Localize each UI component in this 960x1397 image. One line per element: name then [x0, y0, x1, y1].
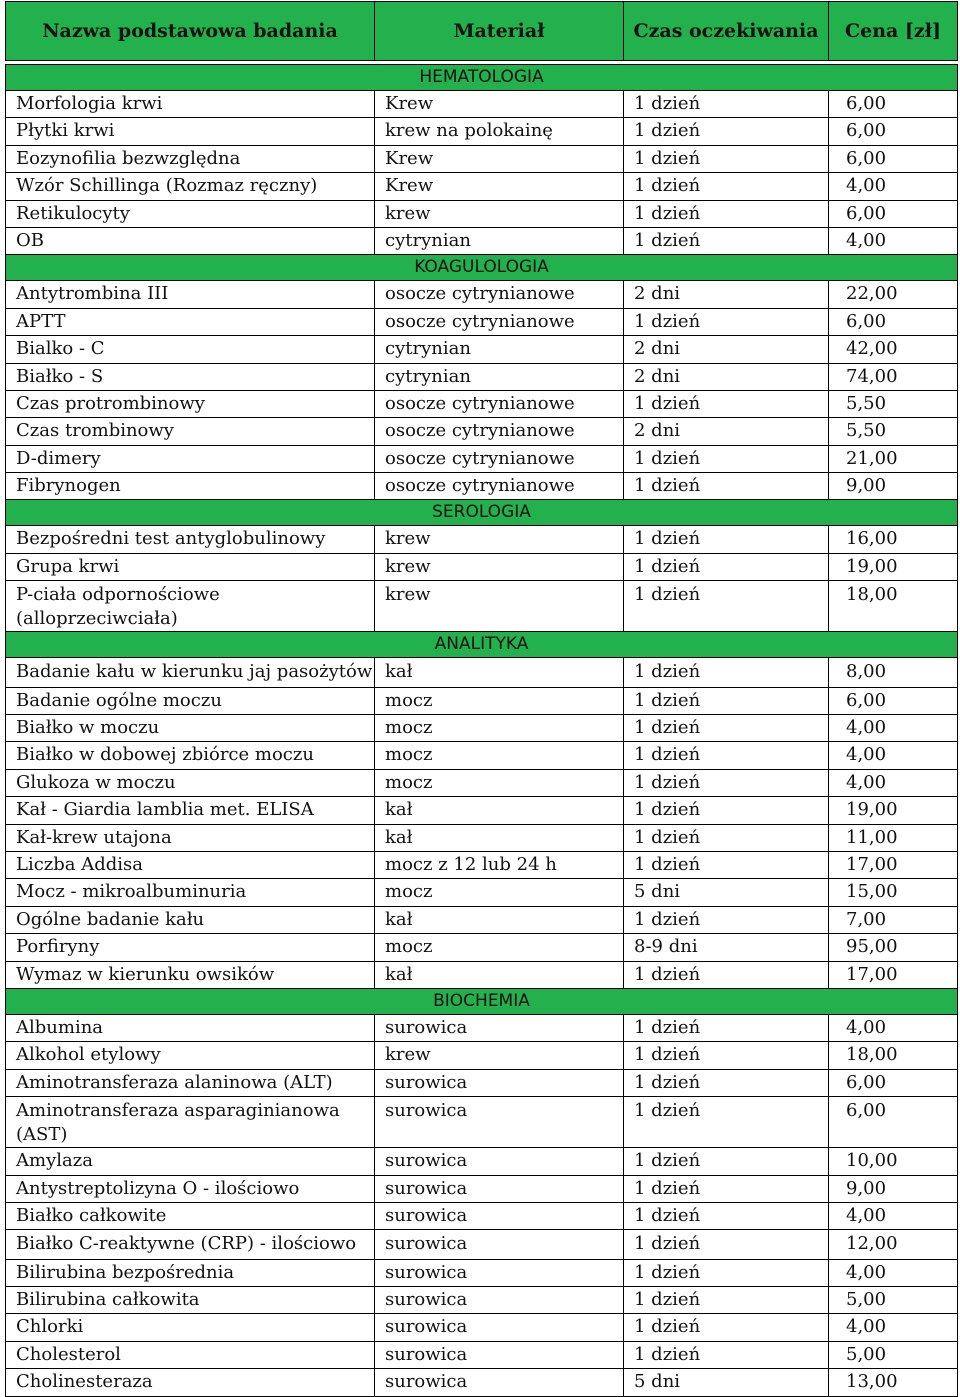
cell-waiting-time: 1 dzień	[624, 1202, 829, 1229]
cell-material: krew na polokainę	[375, 118, 624, 145]
table-row	[6, 145, 958, 172]
cell-price: 4,00	[829, 769, 958, 796]
cell-test-name: Alkohol etylowy	[6, 1042, 375, 1069]
cell-waiting-time: 2 dni	[624, 281, 829, 308]
cell-price: 4,00	[829, 227, 958, 254]
cell-material: surowica	[375, 1369, 624, 1396]
cell-test-name: Eozynofilia bezwzględna	[6, 145, 375, 172]
table-row	[6, 1202, 958, 1229]
cell-waiting-time: 2 dni	[624, 363, 829, 390]
cell-price: 17,00	[829, 961, 958, 988]
cell-price: 6,00	[829, 687, 958, 714]
cell-test-name: Wymaz w kierunku owsików	[6, 961, 375, 988]
cell-test-name: Aminotransferaza alaninowa (ALT)	[6, 1069, 375, 1096]
cell-waiting-time: 1 dzień	[624, 1259, 829, 1286]
cell-test-name: Bialko - C	[6, 336, 375, 363]
cell-price: 6,00	[829, 145, 958, 172]
cell-material: osocze cytrynianowe	[375, 308, 624, 335]
cell-material: mocz	[375, 715, 624, 742]
cell-waiting-time: 1 dzień	[624, 1069, 829, 1096]
cell-material: surowica	[375, 1148, 624, 1175]
table-row	[6, 363, 958, 390]
cell-waiting-time: 1 dzień	[624, 526, 829, 553]
table-row	[6, 906, 958, 933]
cell-waiting-time: 1 dzień	[624, 1042, 829, 1069]
header-test-name: Nazwa podstawowa badania	[6, 2, 375, 61]
cell-waiting-time: 1 dzień	[624, 797, 829, 824]
price-table	[5, 1, 958, 1397]
cell-price: 95,00	[829, 934, 958, 961]
cell-price: 9,00	[829, 1175, 958, 1202]
cell-waiting-time: 5 dni	[624, 879, 829, 906]
cell-test-name: Albumina	[6, 1014, 375, 1041]
cell-waiting-time: 2 dni	[624, 336, 829, 363]
cell-material: Krew	[375, 145, 624, 172]
section-header-row	[6, 500, 958, 526]
cell-price: 15,00	[829, 879, 958, 906]
cell-test-name: Czas trombinowy	[6, 418, 375, 445]
header-price: Cena [zł]	[829, 2, 958, 61]
cell-material: krew	[375, 526, 624, 553]
cell-material: mocz	[375, 879, 624, 906]
cell-waiting-time: 1 dzień	[624, 173, 829, 200]
cell-waiting-time: 1 dzień	[624, 445, 829, 472]
cell-waiting-time: 1 dzień	[624, 1230, 829, 1259]
cell-price: 6,00	[829, 200, 958, 227]
table-row	[6, 173, 958, 200]
cell-price: 5,00	[829, 1287, 958, 1314]
cell-waiting-time: 1 dzień	[624, 742, 829, 769]
cell-test-name: Porfiryny	[6, 934, 375, 961]
cell-test-name: Retikulocyty	[6, 200, 375, 227]
cell-test-name: Wzór Schillinga (Rozmaz ręczny)	[6, 173, 375, 200]
table-body	[6, 65, 958, 1397]
table-row	[6, 961, 958, 988]
cell-material: mocz	[375, 769, 624, 796]
cell-material: kał	[375, 797, 624, 824]
cell-waiting-time: 1 dzień	[624, 687, 829, 714]
cell-waiting-time: 1 dzień	[624, 1314, 829, 1341]
cell-material: cytrynian	[375, 363, 624, 390]
cell-waiting-time: 1 dzień	[624, 658, 829, 687]
cell-test-name: Bilirubina całkowita	[6, 1287, 375, 1314]
cell-waiting-time: 1 dzień	[624, 769, 829, 796]
cell-waiting-time: 1 dzień	[624, 200, 829, 227]
cell-waiting-time: 1 dzień	[624, 553, 829, 580]
header-material: Materiał	[375, 2, 624, 61]
cell-waiting-time: 1 dzień	[624, 1014, 829, 1041]
cell-material: krew	[375, 200, 624, 227]
table-row	[6, 658, 958, 687]
cell-test-name: Chlorki	[6, 1314, 375, 1341]
cell-price: 5,00	[829, 1341, 958, 1368]
section-title: SEROLOGIA	[6, 500, 958, 526]
cell-waiting-time: 1 dzień	[624, 581, 829, 632]
table-row	[6, 418, 958, 445]
cell-price: 9,00	[829, 473, 958, 500]
cell-material: osocze cytrynianowe	[375, 473, 624, 500]
cell-test-name: D-dimery	[6, 445, 375, 472]
cell-test-name: Antytrombina III	[6, 281, 375, 308]
table-row	[6, 91, 958, 118]
table-row	[6, 1369, 958, 1396]
table-row	[6, 1341, 958, 1368]
cell-material: osocze cytrynianowe	[375, 445, 624, 472]
cell-waiting-time: 1 dzień	[624, 308, 829, 335]
cell-test-name: Płytki krwi	[6, 118, 375, 145]
cell-waiting-time: 1 dzień	[624, 473, 829, 500]
cell-test-name: Białko całkowite	[6, 1202, 375, 1229]
table-row	[6, 118, 958, 145]
cell-test-name: APTT	[6, 308, 375, 335]
table-row	[6, 281, 958, 308]
cell-test-name: Liczba Addisa	[6, 851, 375, 878]
cell-price: 74,00	[829, 363, 958, 390]
cell-price: 4,00	[829, 1202, 958, 1229]
cell-test-name: Bezpośredni test antyglobulinowy	[6, 526, 375, 553]
cell-test-name: Amylaza	[6, 1148, 375, 1175]
table-row	[6, 715, 958, 742]
cell-test-name: Kał - Giardia lamblia met. ELISA	[6, 797, 375, 824]
cell-price: 12,00	[829, 1230, 958, 1259]
table-row	[6, 1014, 958, 1041]
cell-test-name: Białko w dobowej zbiórce moczu	[6, 742, 375, 769]
cell-waiting-time: 1 dzień	[624, 118, 829, 145]
cell-price: 17,00	[829, 851, 958, 878]
cell-test-name: Bilirubina bezpośrednia	[6, 1259, 375, 1286]
cell-material: surowica	[375, 1202, 624, 1229]
cell-waiting-time: 1 dzień	[624, 1148, 829, 1175]
table-row	[6, 1069, 958, 1096]
cell-price: 21,00	[829, 445, 958, 472]
header-waiting-time: Czas oczekiwania	[624, 2, 829, 61]
table-row	[6, 336, 958, 363]
cell-price: 4,00	[829, 1314, 958, 1341]
table-row	[6, 1287, 958, 1314]
cell-material: Krew	[375, 173, 624, 200]
cell-waiting-time: 1 dzień	[624, 145, 829, 172]
cell-test-name: Cholesterol	[6, 1341, 375, 1368]
cell-waiting-time: 1 dzień	[624, 715, 829, 742]
table-row	[6, 200, 958, 227]
table-row	[6, 308, 958, 335]
cell-price: 19,00	[829, 797, 958, 824]
cell-material: kał	[375, 824, 624, 851]
cell-material: surowica	[375, 1014, 624, 1041]
cell-test-name: Białko C-reaktywne (CRP) - ilościowo	[6, 1230, 375, 1259]
table-row	[6, 227, 958, 254]
table-row	[6, 526, 958, 553]
cell-test-name: Badanie ogólne moczu	[6, 687, 375, 714]
cell-price: 6,00	[829, 308, 958, 335]
cell-waiting-time: 1 dzień	[624, 906, 829, 933]
cell-test-name: Ogólne badanie kału	[6, 906, 375, 933]
cell-price: 4,00	[829, 1259, 958, 1286]
cell-price: 6,00	[829, 1097, 958, 1148]
table-header	[6, 2, 958, 65]
section-title: ANALITYKA	[6, 632, 958, 658]
cell-test-name: Morfologia krwi	[6, 91, 375, 118]
table-row	[6, 445, 958, 472]
table-row	[6, 1314, 958, 1341]
cell-material: surowica	[375, 1259, 624, 1286]
cell-material: mocz z 12 lub 24 h	[375, 851, 624, 878]
cell-material: mocz	[375, 687, 624, 714]
cell-test-name: Cholinesteraza	[6, 1369, 375, 1396]
cell-waiting-time: 1 dzień	[624, 390, 829, 417]
table-row	[6, 687, 958, 714]
cell-price: 4,00	[829, 173, 958, 200]
cell-test-name: P-ciała odpornościowe (alloprzeciwciała)	[6, 581, 375, 632]
table-row	[6, 769, 958, 796]
section-title: KOAGULOLOGIA	[6, 255, 958, 281]
cell-price: 13,00	[829, 1369, 958, 1396]
cell-waiting-time: 1 dzień	[624, 851, 829, 878]
cell-material: surowica	[375, 1314, 624, 1341]
cell-waiting-time: 1 dzień	[624, 91, 829, 118]
cell-test-name: Badanie kału w kierunku jaj pasożytów	[6, 658, 375, 687]
cell-price: 4,00	[829, 1014, 958, 1041]
cell-price: 7,00	[829, 906, 958, 933]
cell-test-name: Białko w moczu	[6, 715, 375, 742]
cell-price: 5,50	[829, 390, 958, 417]
table-row	[6, 1042, 958, 1069]
table-row	[6, 1259, 958, 1286]
cell-test-name: Antystreptolizyna O - ilościowo	[6, 1175, 375, 1202]
cell-material: kał	[375, 906, 624, 933]
cell-waiting-time: 1 dzień	[624, 1175, 829, 1202]
cell-price: 4,00	[829, 742, 958, 769]
cell-test-name: Grupa krwi	[6, 553, 375, 580]
cell-material: osocze cytrynianowe	[375, 281, 624, 308]
cell-material: osocze cytrynianowe	[375, 390, 624, 417]
cell-price: 4,00	[829, 715, 958, 742]
cell-waiting-time: 1 dzień	[624, 1341, 829, 1368]
cell-price: 19,00	[829, 553, 958, 580]
cell-waiting-time: 5 dni	[624, 1369, 829, 1396]
cell-material: surowica	[375, 1175, 624, 1202]
cell-material: mocz	[375, 934, 624, 961]
cell-test-name: OB	[6, 227, 375, 254]
section-title: HEMATOLOGIA	[6, 65, 958, 91]
cell-material: surowica	[375, 1097, 624, 1148]
table-row	[6, 824, 958, 851]
section-header-row	[6, 632, 958, 658]
cell-material: cytrynian	[375, 227, 624, 254]
cell-price: 22,00	[829, 281, 958, 308]
cell-price: 11,00	[829, 824, 958, 851]
cell-material: surowica	[375, 1287, 624, 1314]
table-row	[6, 1175, 958, 1202]
cell-material: cytrynian	[375, 336, 624, 363]
cell-test-name: Glukoza w moczu	[6, 769, 375, 796]
cell-material: krew	[375, 553, 624, 580]
section-header-row	[6, 255, 958, 281]
cell-waiting-time: 1 dzień	[624, 961, 829, 988]
table-row	[6, 1097, 958, 1148]
cell-material: mocz	[375, 742, 624, 769]
cell-waiting-time: 1 dzień	[624, 227, 829, 254]
cell-price: 6,00	[829, 118, 958, 145]
cell-waiting-time: 1 dzień	[624, 824, 829, 851]
table-row	[6, 390, 958, 417]
table-row	[6, 473, 958, 500]
cell-price: 18,00	[829, 581, 958, 632]
cell-price: 8,00	[829, 658, 958, 687]
cell-price: 18,00	[829, 1042, 958, 1069]
cell-test-name: Mocz - mikroalbuminuria	[6, 879, 375, 906]
table-row	[6, 1148, 958, 1175]
table-row	[6, 934, 958, 961]
cell-price: 6,00	[829, 1069, 958, 1096]
cell-material: krew	[375, 581, 624, 632]
section-header-row	[6, 988, 958, 1014]
cell-material: surowica	[375, 1341, 624, 1368]
cell-material: surowica	[375, 1069, 624, 1096]
cell-waiting-time: 1 dzień	[624, 1097, 829, 1148]
section-header-row	[6, 65, 958, 91]
cell-price: 6,00	[829, 91, 958, 118]
cell-test-name: Czas protrombinowy	[6, 390, 375, 417]
cell-material: kał	[375, 658, 624, 687]
cell-material: osocze cytrynianowe	[375, 418, 624, 445]
cell-price: 42,00	[829, 336, 958, 363]
table-row	[6, 797, 958, 824]
cell-price: 16,00	[829, 526, 958, 553]
cell-test-name: Fibrynogen	[6, 473, 375, 500]
cell-material: surowica	[375, 1230, 624, 1259]
cell-test-name: Kał-krew utajona	[6, 824, 375, 851]
table-row	[6, 581, 958, 632]
table-row	[6, 851, 958, 878]
cell-waiting-time: 8-9 dni	[624, 934, 829, 961]
table-row	[6, 879, 958, 906]
cell-price: 10,00	[829, 1148, 958, 1175]
cell-waiting-time: 1 dzień	[624, 1287, 829, 1314]
cell-material: Krew	[375, 91, 624, 118]
cell-test-name: Aminotransferaza asparaginianowa (AST)	[6, 1097, 375, 1148]
cell-price: 5,50	[829, 418, 958, 445]
cell-material: kał	[375, 961, 624, 988]
cell-material: krew	[375, 1042, 624, 1069]
cell-waiting-time: 2 dni	[624, 418, 829, 445]
cell-test-name: Białko - S	[6, 363, 375, 390]
section-title: BIOCHEMIA	[6, 988, 958, 1014]
table-row	[6, 1230, 958, 1259]
table-row	[6, 553, 958, 580]
table-row	[6, 742, 958, 769]
